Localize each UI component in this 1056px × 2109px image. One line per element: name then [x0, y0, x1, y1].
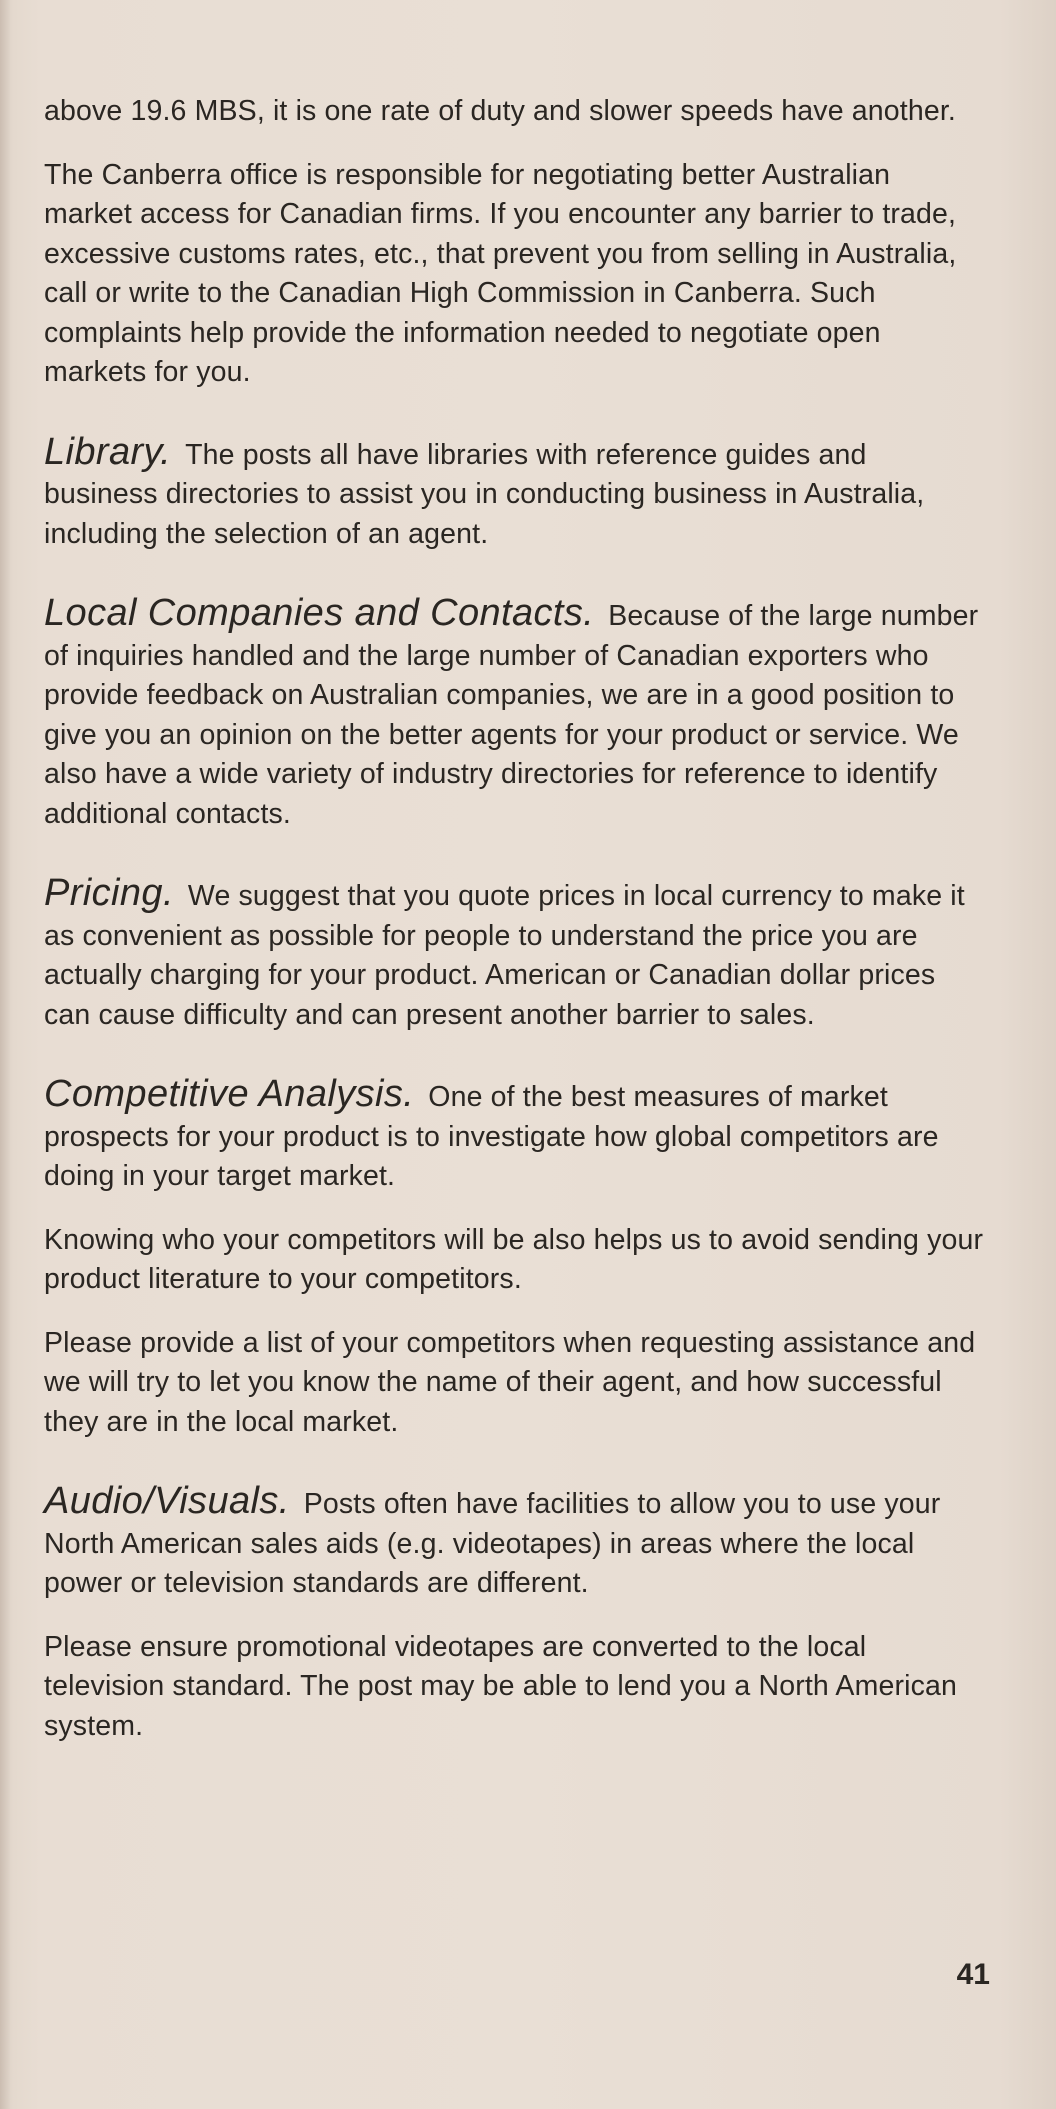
paragraph-canberra-office: The Canberra office is responsible for negotiating better Australian market access for Canadian firms. If you encounter any barrier to trade, excessive customs rates, etc., that prevent you from selling in Australia, call or write to the Canadian High Commission in Canberra. Such complaints help provide the information needed to negotiate open markets for you.: [44, 158, 957, 388]
page-spine-shadow: [0, 0, 10, 2109]
paragraph-knowing-competitors: Knowing who your competitors will be also helps us to avoid sending your product literature to your competitors.: [44, 1223, 984, 1295]
section-heading-pricing: Pricing.: [44, 872, 174, 914]
paragraph-videotapes: Please ensure promotional videotapes are converted to the local television standard. The post may be able to lend you a North American system.: [44, 1630, 957, 1742]
section-heading-competitive-analysis: Competitive Analysis.: [44, 1073, 415, 1115]
section-heading-library: Library.: [44, 430, 172, 473]
paragraph-competitor-list: Please provide a list of your competitors when requesting assistance and we will try to let you know the name of their agent, and how successful they are in the local market.: [44, 1326, 976, 1438]
page-number: 41: [956, 1958, 990, 1991]
paragraph-duty-rates: above 19.6 MBS, it is one rate of duty and slower speeds have another.: [44, 95, 956, 127]
section-text-audio-visuals: Posts often have facilities to allow you to use your North American sales aids (e.g. videotapes) in areas where the local power or television standards are different.: [44, 1488, 941, 1599]
section-local-companies: [44, 594, 984, 834]
section-heading-local-companies: Local Companies and Contacts.: [44, 592, 595, 634]
section-competitive-analysis: [44, 1075, 984, 1197]
section-library: [44, 430, 984, 555]
section-heading-audio-visuals: Audio/Visuals.: [44, 1480, 290, 1522]
section-pricing: [44, 874, 984, 1035]
section-audio-visuals: [44, 1482, 984, 1604]
section-text-library: The posts all have libraries with reference guides and business directories to assist you in conducting business in Australia, including the selection of an agent.: [44, 438, 925, 550]
page-body: [44, 92, 984, 1746]
section-text-local-companies: Because of the large number of inquiries handled and the large number of Canadian exporters who provide feedback on Australian companies, we are in a good position to give you an opinion on the better agents for your product or service. We also have a wide variety of industry directories for reference to identify additional contacts.: [44, 600, 979, 830]
section-text-pricing: We suggest that you quote prices in local currency to make it as convenient as possible for people to understand the price you are actually charging for your product. American or Canadian dollar prices can cause difficulty and can present another barrier to sales.: [44, 880, 965, 1031]
section-text-competitive-analysis: One of the best measures of market prospects for your product is to investigate how global competitors are doing in your target market.: [44, 1081, 939, 1192]
